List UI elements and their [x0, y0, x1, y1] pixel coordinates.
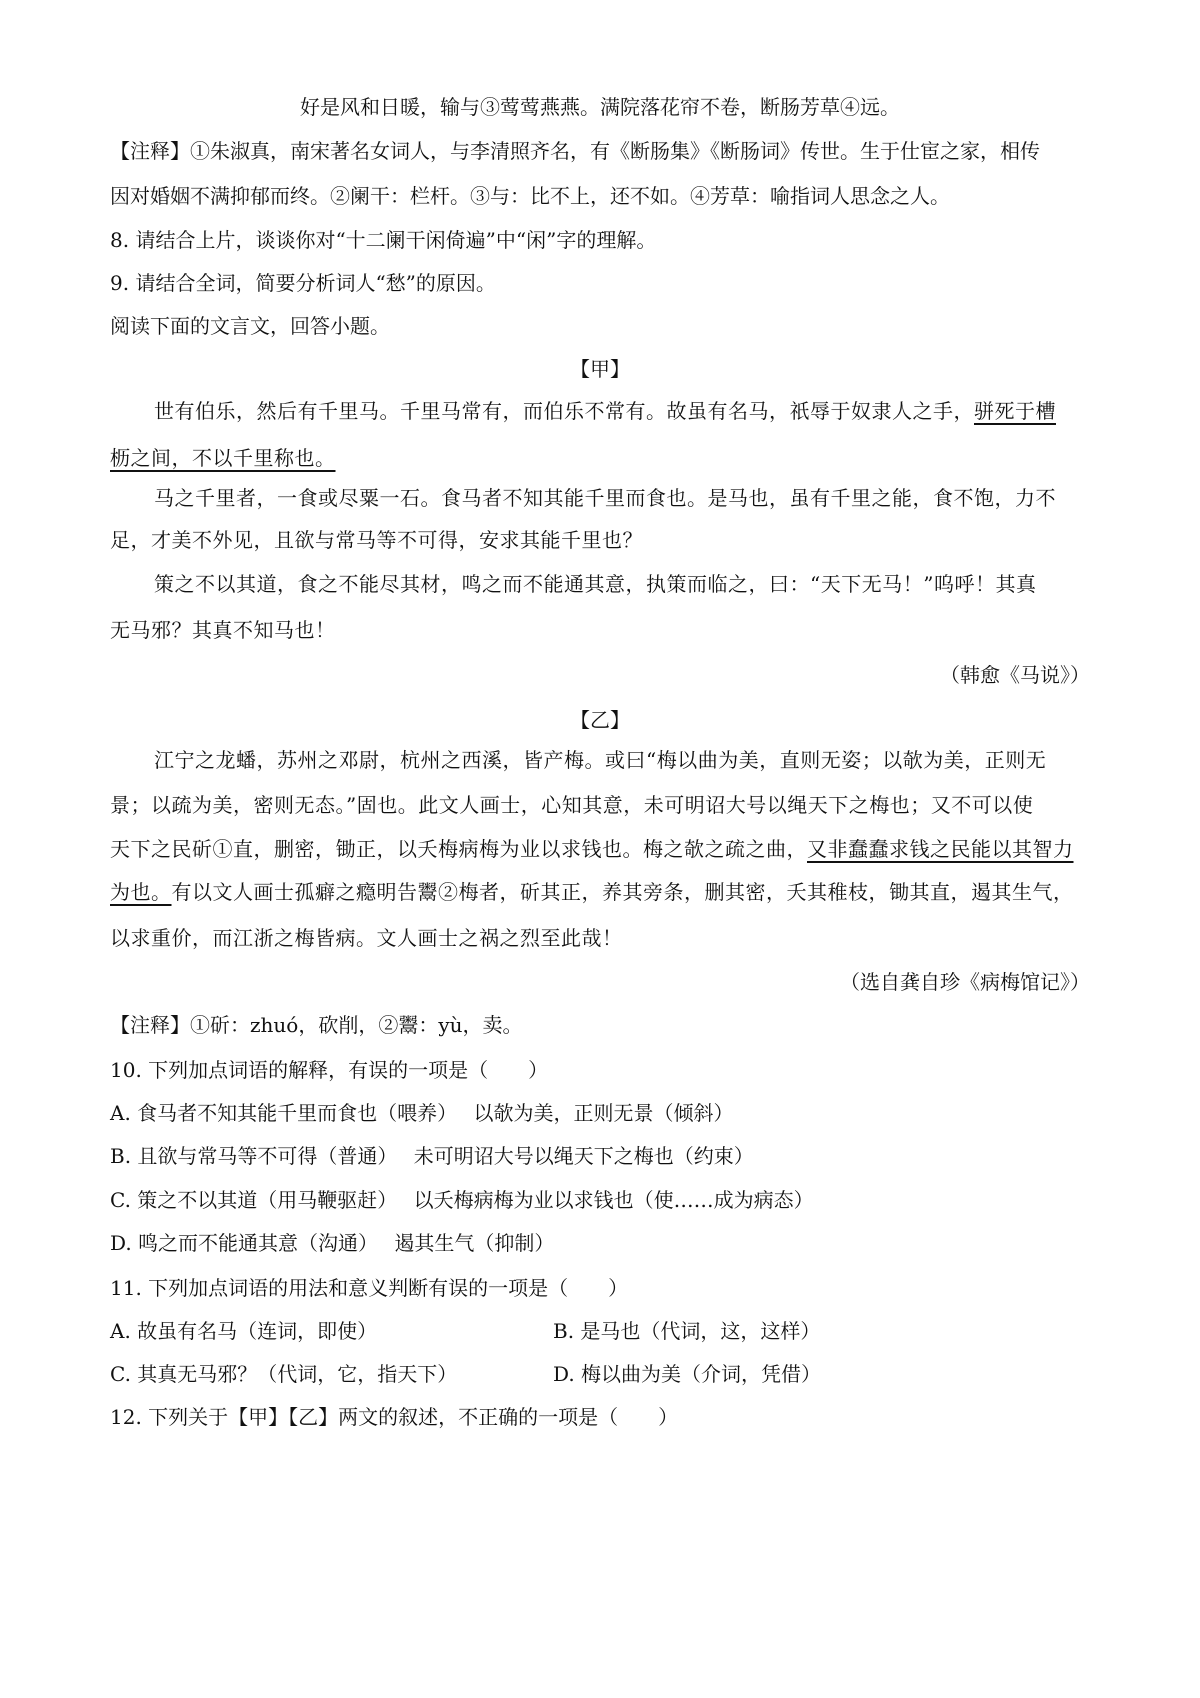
- note-1-line-2: 因对婚姻不满抑郁而终。②阑干：栏杆。③与：比不上，还不如。④芳草：喻指词人思念之人。: [110, 184, 950, 208]
- q11-row-1: [110, 1316, 1100, 1346]
- q10-option-c: C. 策之不以其道（用马鞭驱赶） 以夭梅病梅为业以求钱也（使……成为病态）: [110, 1188, 814, 1212]
- question-8: 8. 请结合上片，谈谈你对“十二阑干闲倚遍”中“闲”字的理解。: [110, 228, 657, 252]
- yi-line-1: 江宁之龙蟠，苏州之邓尉，杭州之西溪，皆产梅。或曰“梅以曲为美，直则无姿；以欹为美，正则无: [154, 748, 1047, 772]
- q10-option-a: A. 食马者不知其能千里而食也（喂养） 以欹为美，正则无景（倾斜）: [110, 1101, 734, 1125]
- yi-line-4: [110, 877, 1100, 907]
- q11-stem: 11. 下列加点词语的用法和意义判断有误的一项是（ ）: [110, 1276, 629, 1300]
- yi-line-4-underlined: 为也。: [110, 880, 172, 904]
- jia-paragraph-3-line-1: 策之不以其道，食之不能尽其材，鸣之而不能通其意，执策而临之，曰：“天下无马！”呜呼！其真: [154, 572, 1037, 596]
- note-2: 【注释】①斫：zhuó，砍削，②鬻：yù，卖。: [110, 1013, 523, 1037]
- jia-paragraph-2-line-2: 足，才美不外见，且欲与常马等不可得，安求其能千里也？: [110, 528, 643, 552]
- jia-paragraph-1-line-2: [110, 443, 1100, 473]
- yi-title: 【乙】: [570, 708, 630, 732]
- jia-source: （韩愈《马说》）: [940, 663, 1090, 687]
- question-9: 9. 请结合全词，简要分析词人“愁”的原因。: [110, 271, 496, 295]
- q11-row-2: [110, 1359, 1100, 1389]
- q11-option-b: B. 是马也（代词，这，这样）: [553, 1319, 821, 1343]
- yi-line-2: 景；以疏为美，密则无态。”固也。此文人画士，心知其意，未可明诏大号以绳天下之梅也；又不可以使: [110, 793, 1034, 817]
- jia-paragraph-1-line-1: [154, 396, 1104, 426]
- jia-paragraph-2-line-1: 马之千里者，一食或尽粟一石。食马者不知其能千里而食也。是马也，虽有千里之能，食不饱，力不: [154, 486, 1056, 510]
- q10-option-d: D. 鸣之而不能通其意（沟通） 遏其生气（抑制）: [110, 1231, 555, 1255]
- jia-p1-text: 世有伯乐，然后有千里马。千里马常有，而伯乐不常有。故虽有名马，祇辱于奴隶人之手，: [154, 399, 974, 423]
- poem-tail: 好是风和日暖，输与③莺莺燕燕。满院落花帘不卷，断肠芳草④远。: [300, 95, 900, 119]
- yi-line-3: [110, 834, 1100, 864]
- q11-option-d: D. 梅以曲为美（介词，凭借）: [553, 1362, 822, 1386]
- q10-stem: 10. 下列加点词语的解释，有误的一项是（ ）: [110, 1058, 549, 1082]
- reading-intro: 阅读下面的文言文，回答小题。: [110, 314, 390, 338]
- q11-option-c: C. 其真无马邪？（代词，它，指天下）: [110, 1362, 458, 1386]
- yi-line-3-text: 天下之民斫①直，删密，锄正，以夭梅病梅为业以求钱也。梅之欹之疏之曲，: [110, 837, 807, 861]
- jia-title: 【甲】: [570, 357, 630, 381]
- yi-line-5: 以求重价，而江浙之梅皆病。文人画士之祸之烈至此哉！: [110, 926, 623, 950]
- question-12: 12. 下列关于【甲】【乙】两文的叙述，不正确的一项是（ ）: [110, 1405, 679, 1429]
- jia-p1-underlined-2: 枥之间，不以千里称也。: [110, 446, 336, 470]
- yi-source: （选自龚自珍《病梅馆记》）: [840, 970, 1090, 994]
- yi-line-4-text: 有以文人画士孤癖之瘾明告鬻②梅者，斫其正，养其旁条，删其密，夭其稚枝，锄其直，遏其生气，: [171, 880, 1074, 904]
- q10-option-b: B. 且欲与常马等不可得（普通） 未可明诏大号以绳天下之梅也（约束）: [110, 1144, 754, 1168]
- q11-option-a: A. 故虽有名马（连词，即使）: [110, 1319, 378, 1343]
- jia-paragraph-3-line-2: 无马邪？其真不知马也！: [110, 618, 336, 642]
- yi-line-3-underlined: 又非蠢蠢求钱之民能以其智力: [807, 837, 1074, 861]
- jia-p1-underlined: 骈死于槽: [974, 399, 1056, 423]
- note-1-line-1: 【注释】①朱淑真，南宋著名女词人，与李清照齐名，有《断肠集》《断肠词》传世。生于仕宦之家，相传: [110, 139, 1040, 163]
